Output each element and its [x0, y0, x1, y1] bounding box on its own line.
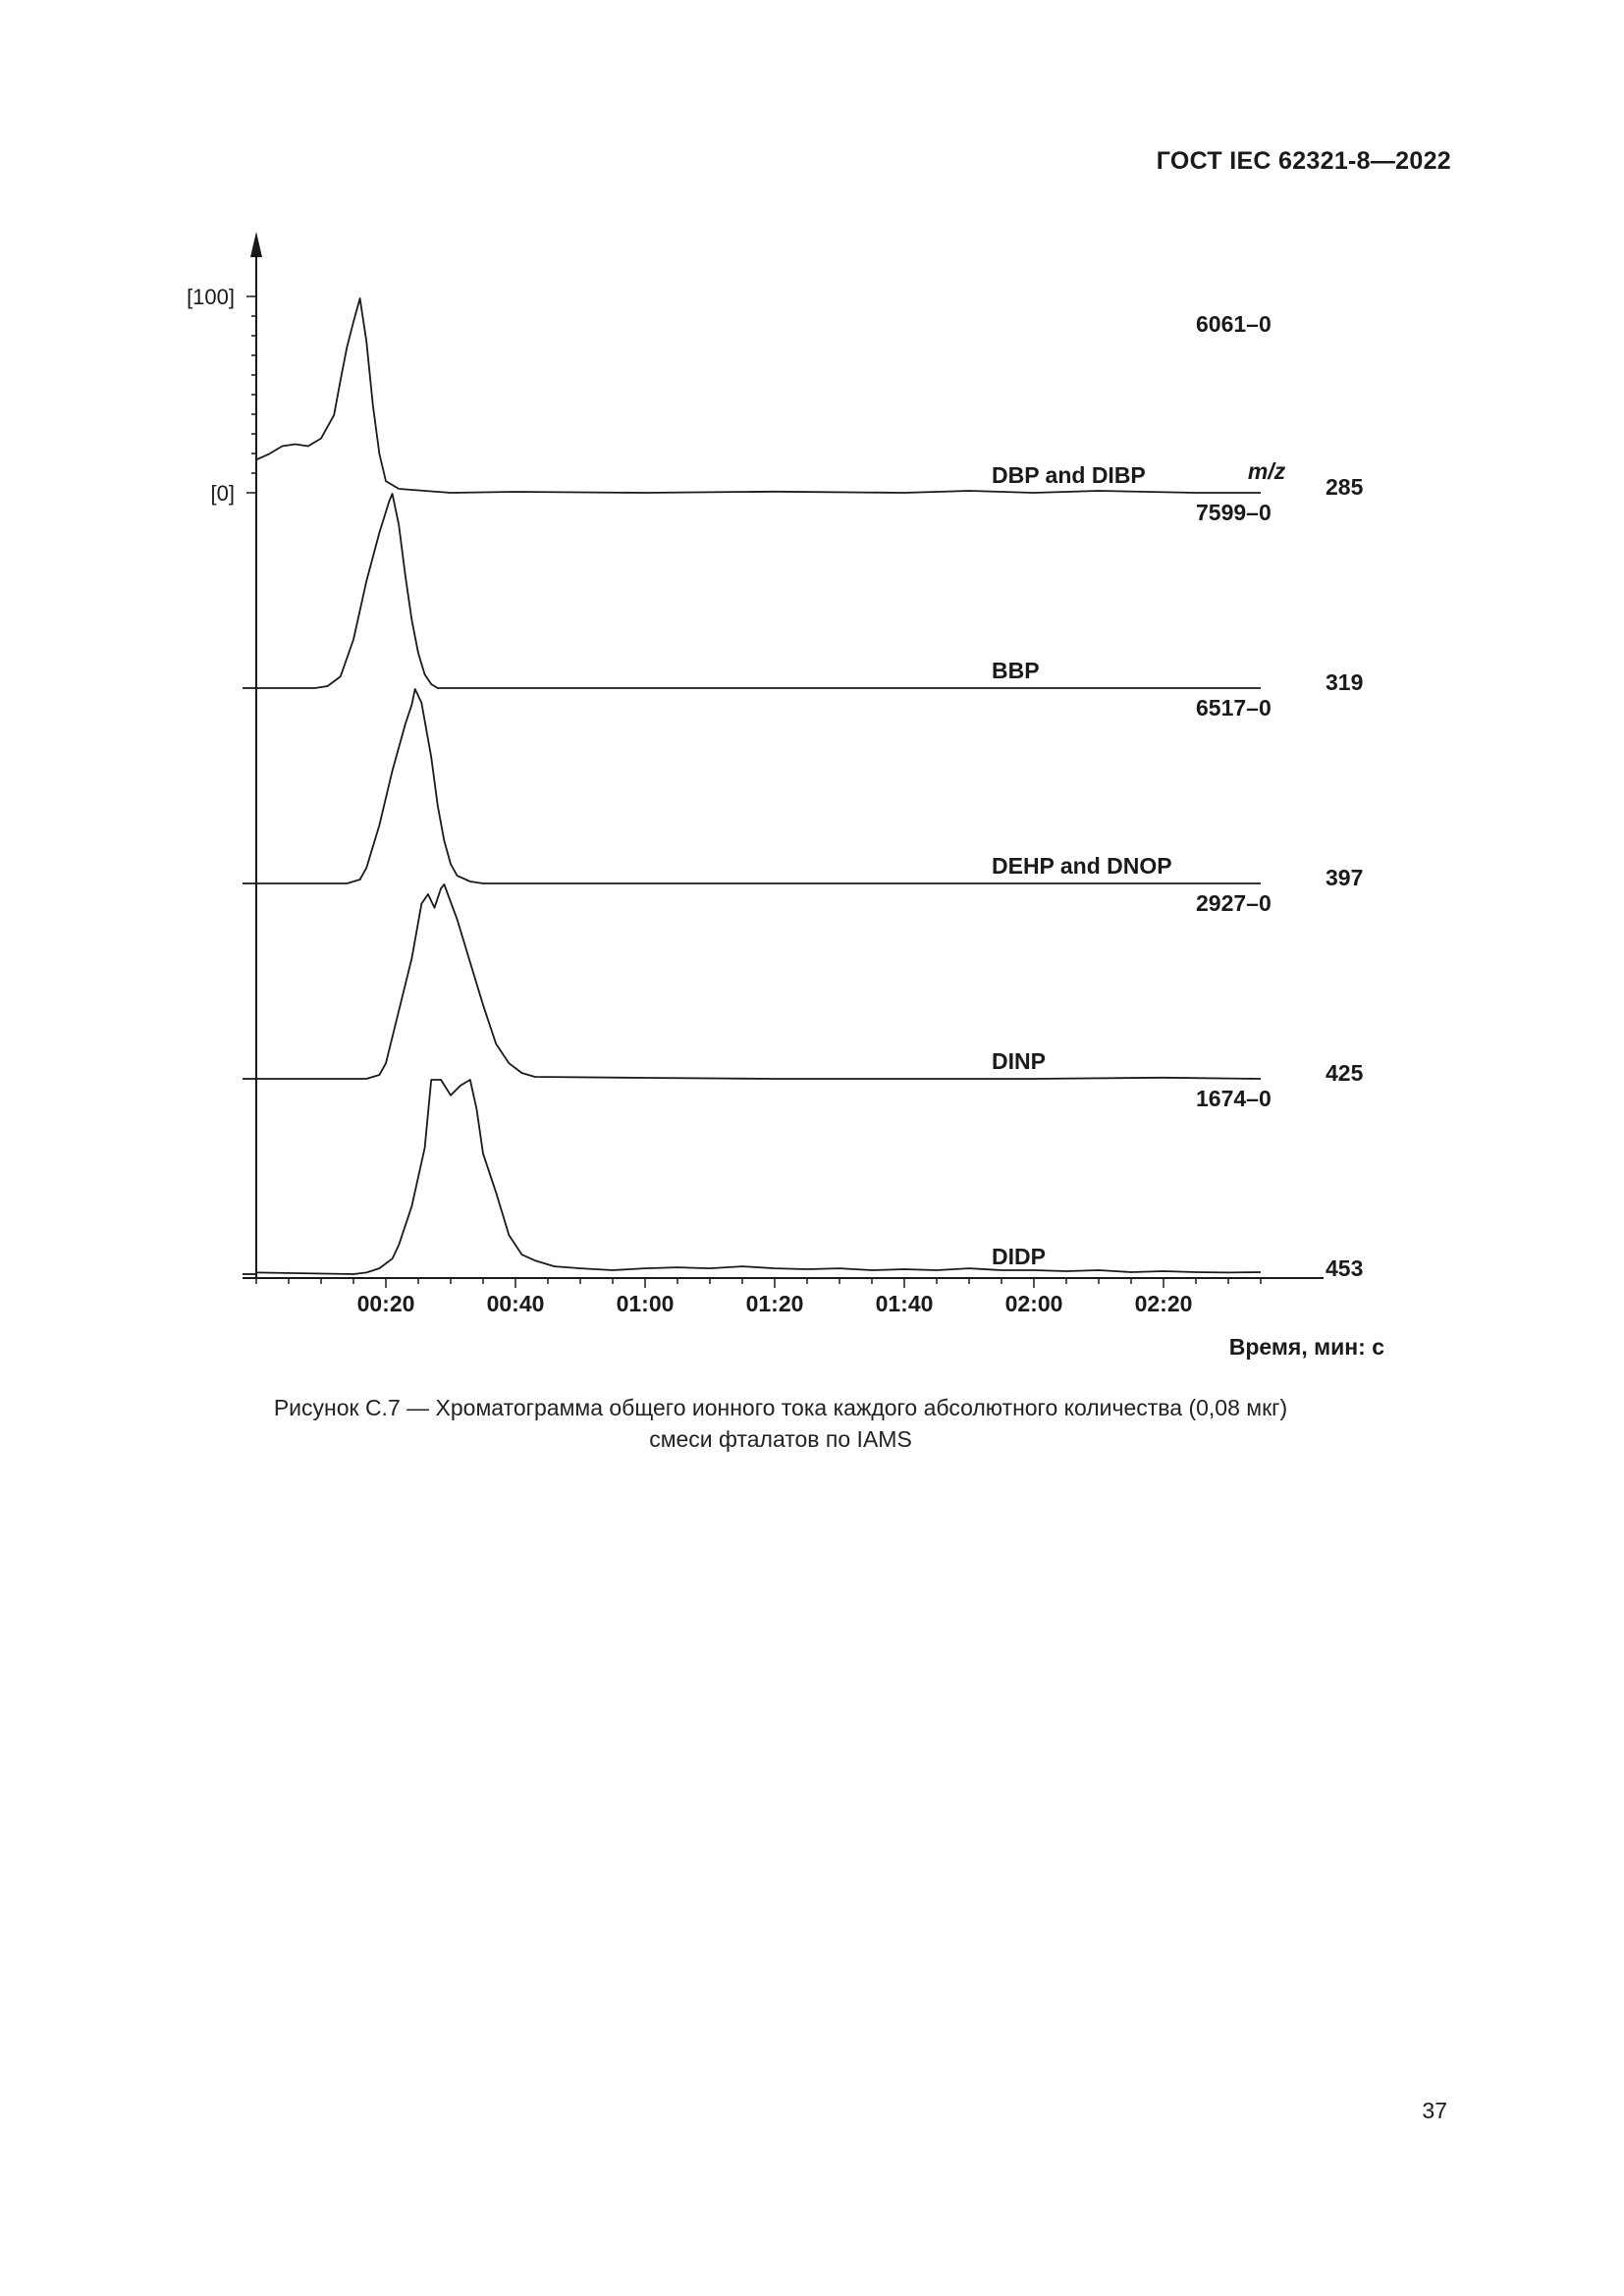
series-bbp [243, 494, 1261, 688]
x-tick-label: 02:00 [1004, 1291, 1063, 1316]
document-header: ГОСТ IEC 62321-8—2022 [1156, 147, 1451, 175]
x-tick-label: 01:00 [616, 1291, 675, 1316]
series-mz-label: 285 [1326, 474, 1364, 500]
mz-header-label: m/z [1247, 458, 1286, 484]
series-name-label: DIDP [992, 1244, 1046, 1269]
labels-layer [992, 311, 1364, 1281]
series-line [256, 494, 1261, 688]
caption-line-1: Рисунок С.7 — Хроматограмма общего ионного тока каждого абсолютного количества (0,08 мкг) [273, 1395, 1288, 1420]
series-range-label: 6061–0 [1196, 311, 1272, 337]
series-range-label: 7599–0 [1196, 500, 1272, 525]
series-dinp [243, 884, 1261, 1079]
series-mz-label: 453 [1326, 1255, 1364, 1281]
x-tick-label: 00:20 [356, 1291, 415, 1316]
series-mz-label: 425 [1326, 1060, 1364, 1086]
series-mz-label: 397 [1326, 865, 1364, 890]
y-axis-arrow [250, 232, 262, 257]
y-bottom-label: [0] [210, 481, 235, 506]
page-number: 37 [1422, 2098, 1447, 2123]
series-name-label: BBP [992, 658, 1040, 683]
series-name-label: DEHP and DNOP [992, 853, 1172, 879]
y-top-label: [100] [187, 285, 235, 309]
series-mz-label: 319 [1326, 669, 1364, 695]
series-range-label: 2927–0 [1196, 890, 1272, 916]
series-line [256, 1080, 1261, 1274]
x-axis-label: Время, мин: с [1228, 1334, 1384, 1360]
caption-line-2: смеси фталатов по IAMS [649, 1426, 912, 1452]
series-range-label: 6517–0 [1196, 695, 1272, 721]
series-range-label: 1674–0 [1196, 1086, 1272, 1111]
x-tick-label: 01:40 [875, 1291, 934, 1316]
figure-caption [0, 1392, 1561, 1455]
series-name-label: DBP and DIBP [992, 462, 1146, 488]
x-tick-label: 00:40 [486, 1291, 545, 1316]
x-tick-label: 02:20 [1134, 1291, 1193, 1316]
series-line [256, 884, 1261, 1079]
series-name-label: DINP [992, 1048, 1046, 1074]
x-tick-label: 01:20 [745, 1291, 804, 1316]
axes-group [187, 232, 1384, 1360]
series-layer [243, 298, 1261, 1274]
series-didp [243, 1080, 1261, 1274]
